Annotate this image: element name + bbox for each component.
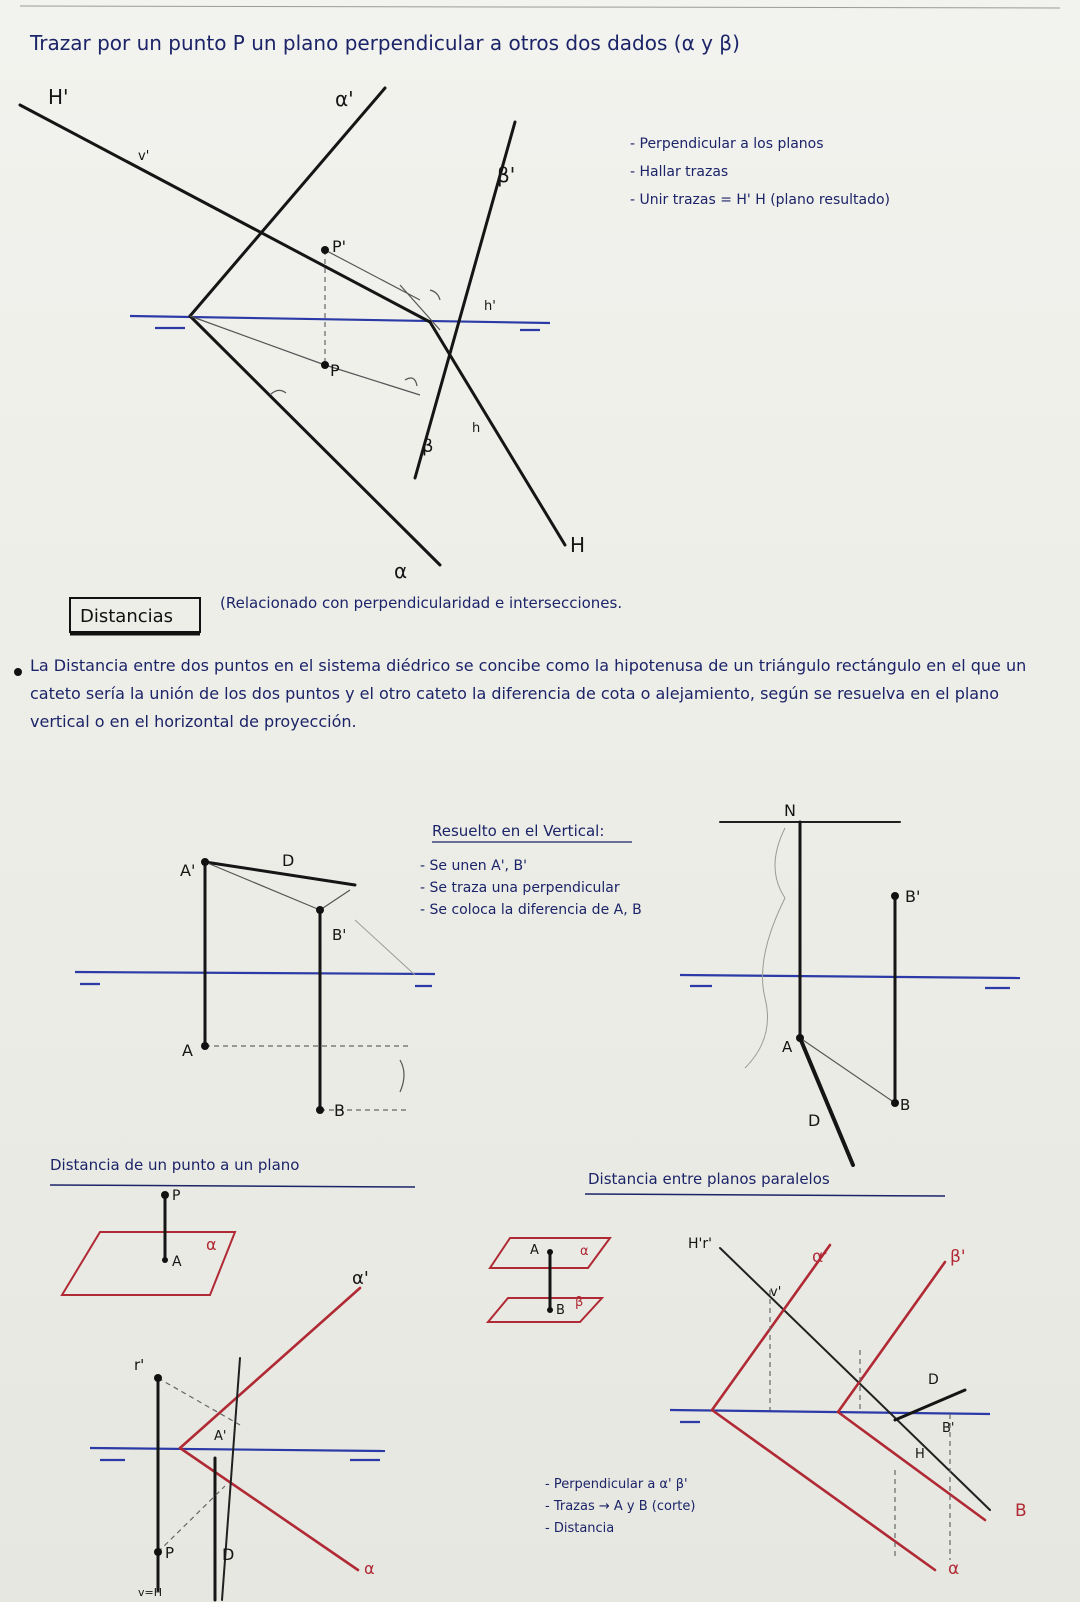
label-pp-d: D [928,1372,939,1388]
point-p-prime [321,246,329,254]
label-p: P [330,361,340,380]
label-alpha-prime-3: α' [812,1247,828,1267]
note-line-2: - Hallar trazas [630,164,729,180]
parallel-planes-title: Distancia entre planos paralelos [588,1170,830,1188]
label-h-prime: H' [48,85,69,109]
label-b-2: B [900,1096,911,1114]
distancias-heading: Distancias [80,606,174,627]
pp-step-1: - Perpendicular a α' β' [545,1477,688,1492]
section-distancias [70,594,622,634]
trace-alpha [190,316,440,565]
distancias-bullet [14,652,1050,772]
ground-line-2 [75,972,435,974]
note-line-1: - Perpendicular a los planos [630,136,824,152]
segment-d-horizontal [800,1038,853,1165]
label-H: H [570,533,586,557]
label-a: A [182,1041,193,1060]
label-alpha-prime-2: α' [352,1268,369,1289]
trace-h-prime [20,105,430,322]
segment-pp-d [895,1390,965,1420]
trace-alpha-prime-2 [180,1288,360,1448]
distancias-paragraph: La Distancia entre dos puntos en el sistema diédrico se concibe como la hipotenusa de un triángulo rectángulo en el que un cateto sería la unión de los dos puntos y el otro cateto la diferencia de cota o alejamiento, según se resuelva en el plano vertical o en el horizontal de proyección. [30,656,1027,731]
page-top-edge [20,6,1060,8]
trace-h [430,322,565,545]
label-pp-a: A [530,1243,539,1258]
label-v-prime: v' [138,149,150,164]
label-alpha: α [394,559,408,583]
vertical-step-3: - Se coloca la diferencia de A, B [420,902,642,918]
trace-beta-3 [838,1412,985,1520]
label-alpha-2: α [364,1559,375,1578]
label-r-prime: r' [134,1356,145,1374]
segment-d [205,862,355,885]
vertical-steps [420,822,642,918]
note-line-3: - Unir trazas = H' H (plano resultado) [630,192,891,208]
label-beta-prime-3: β' [950,1247,966,1267]
label-a-2: A [782,1038,793,1056]
label-pp-v: v' [770,1285,782,1300]
figure-perpendicular-plane [20,85,585,583]
label-h-small: h [472,421,481,436]
section-parallel-planes [488,1170,1027,1579]
point-p [321,361,329,369]
notes-top [630,136,890,208]
section-point-plane [50,1156,415,1600]
label-d-3: D [222,1545,235,1564]
label-a-prime: A' [180,861,196,880]
figure-distance-vertical [75,851,435,1120]
label-pp-alpha: α [580,1244,589,1259]
pp-step-3: - Distancia [545,1521,615,1536]
vertical-step-1: - Se unen A', B' [420,858,527,874]
label-sketch-alpha: α [206,1235,217,1254]
label-b-prime: B' [332,926,347,944]
label-beta: β [422,436,434,457]
label-n: N [784,801,796,820]
label-beta-prime: β' [497,163,516,187]
page-title: Trazar por un punto P un plano perpendicular a otros dos dados (α y β) [30,31,740,55]
label-pp-big-b: B [1015,1501,1027,1521]
label-sketch-p: P [172,1188,181,1204]
label-v-h: v=H [138,1586,162,1599]
label-pp-b: B [556,1303,565,1318]
point-plane-title: Distancia de un punto a un plano [50,1156,300,1174]
label-p-prime: P' [332,237,347,256]
label-pp-alpha-2: α [948,1559,960,1579]
vertical-step-2: - Se traza una perpendicular [420,880,620,896]
label-d: D [282,851,295,870]
label-p-2: P [165,1544,175,1562]
distancias-note: (Relacionado con perpendicularidad e intersecciones. [220,594,623,612]
label-h-small-prime: h' [484,299,496,314]
trace-beta-prime-3 [838,1262,945,1412]
figure-distance-horizontal [680,801,1020,1165]
pp-step-2: - Trazas → A y B (corte) [545,1499,696,1514]
label-d-2: D [808,1111,821,1130]
label-b-prime-2: B' [905,887,921,906]
label-h-r-prime: H'r' [688,1236,712,1252]
label-pp-beta: β [575,1295,584,1310]
trace-alpha-3 [712,1410,935,1570]
label-pp-h: H [915,1447,925,1462]
label-sketch-a: A [172,1254,182,1270]
trace-alpha-prime-3 [712,1245,830,1410]
label-pp-b-prime: B' [942,1421,955,1436]
label-alpha-prime: α' [335,87,354,111]
label-a-prime-2: A' [214,1429,227,1444]
ground-line-3 [680,975,1020,978]
vertical-steps-title: Resuelto en el Vertical: [432,822,605,840]
label-b: B [334,1101,345,1120]
trace-alpha-2 [180,1448,358,1570]
